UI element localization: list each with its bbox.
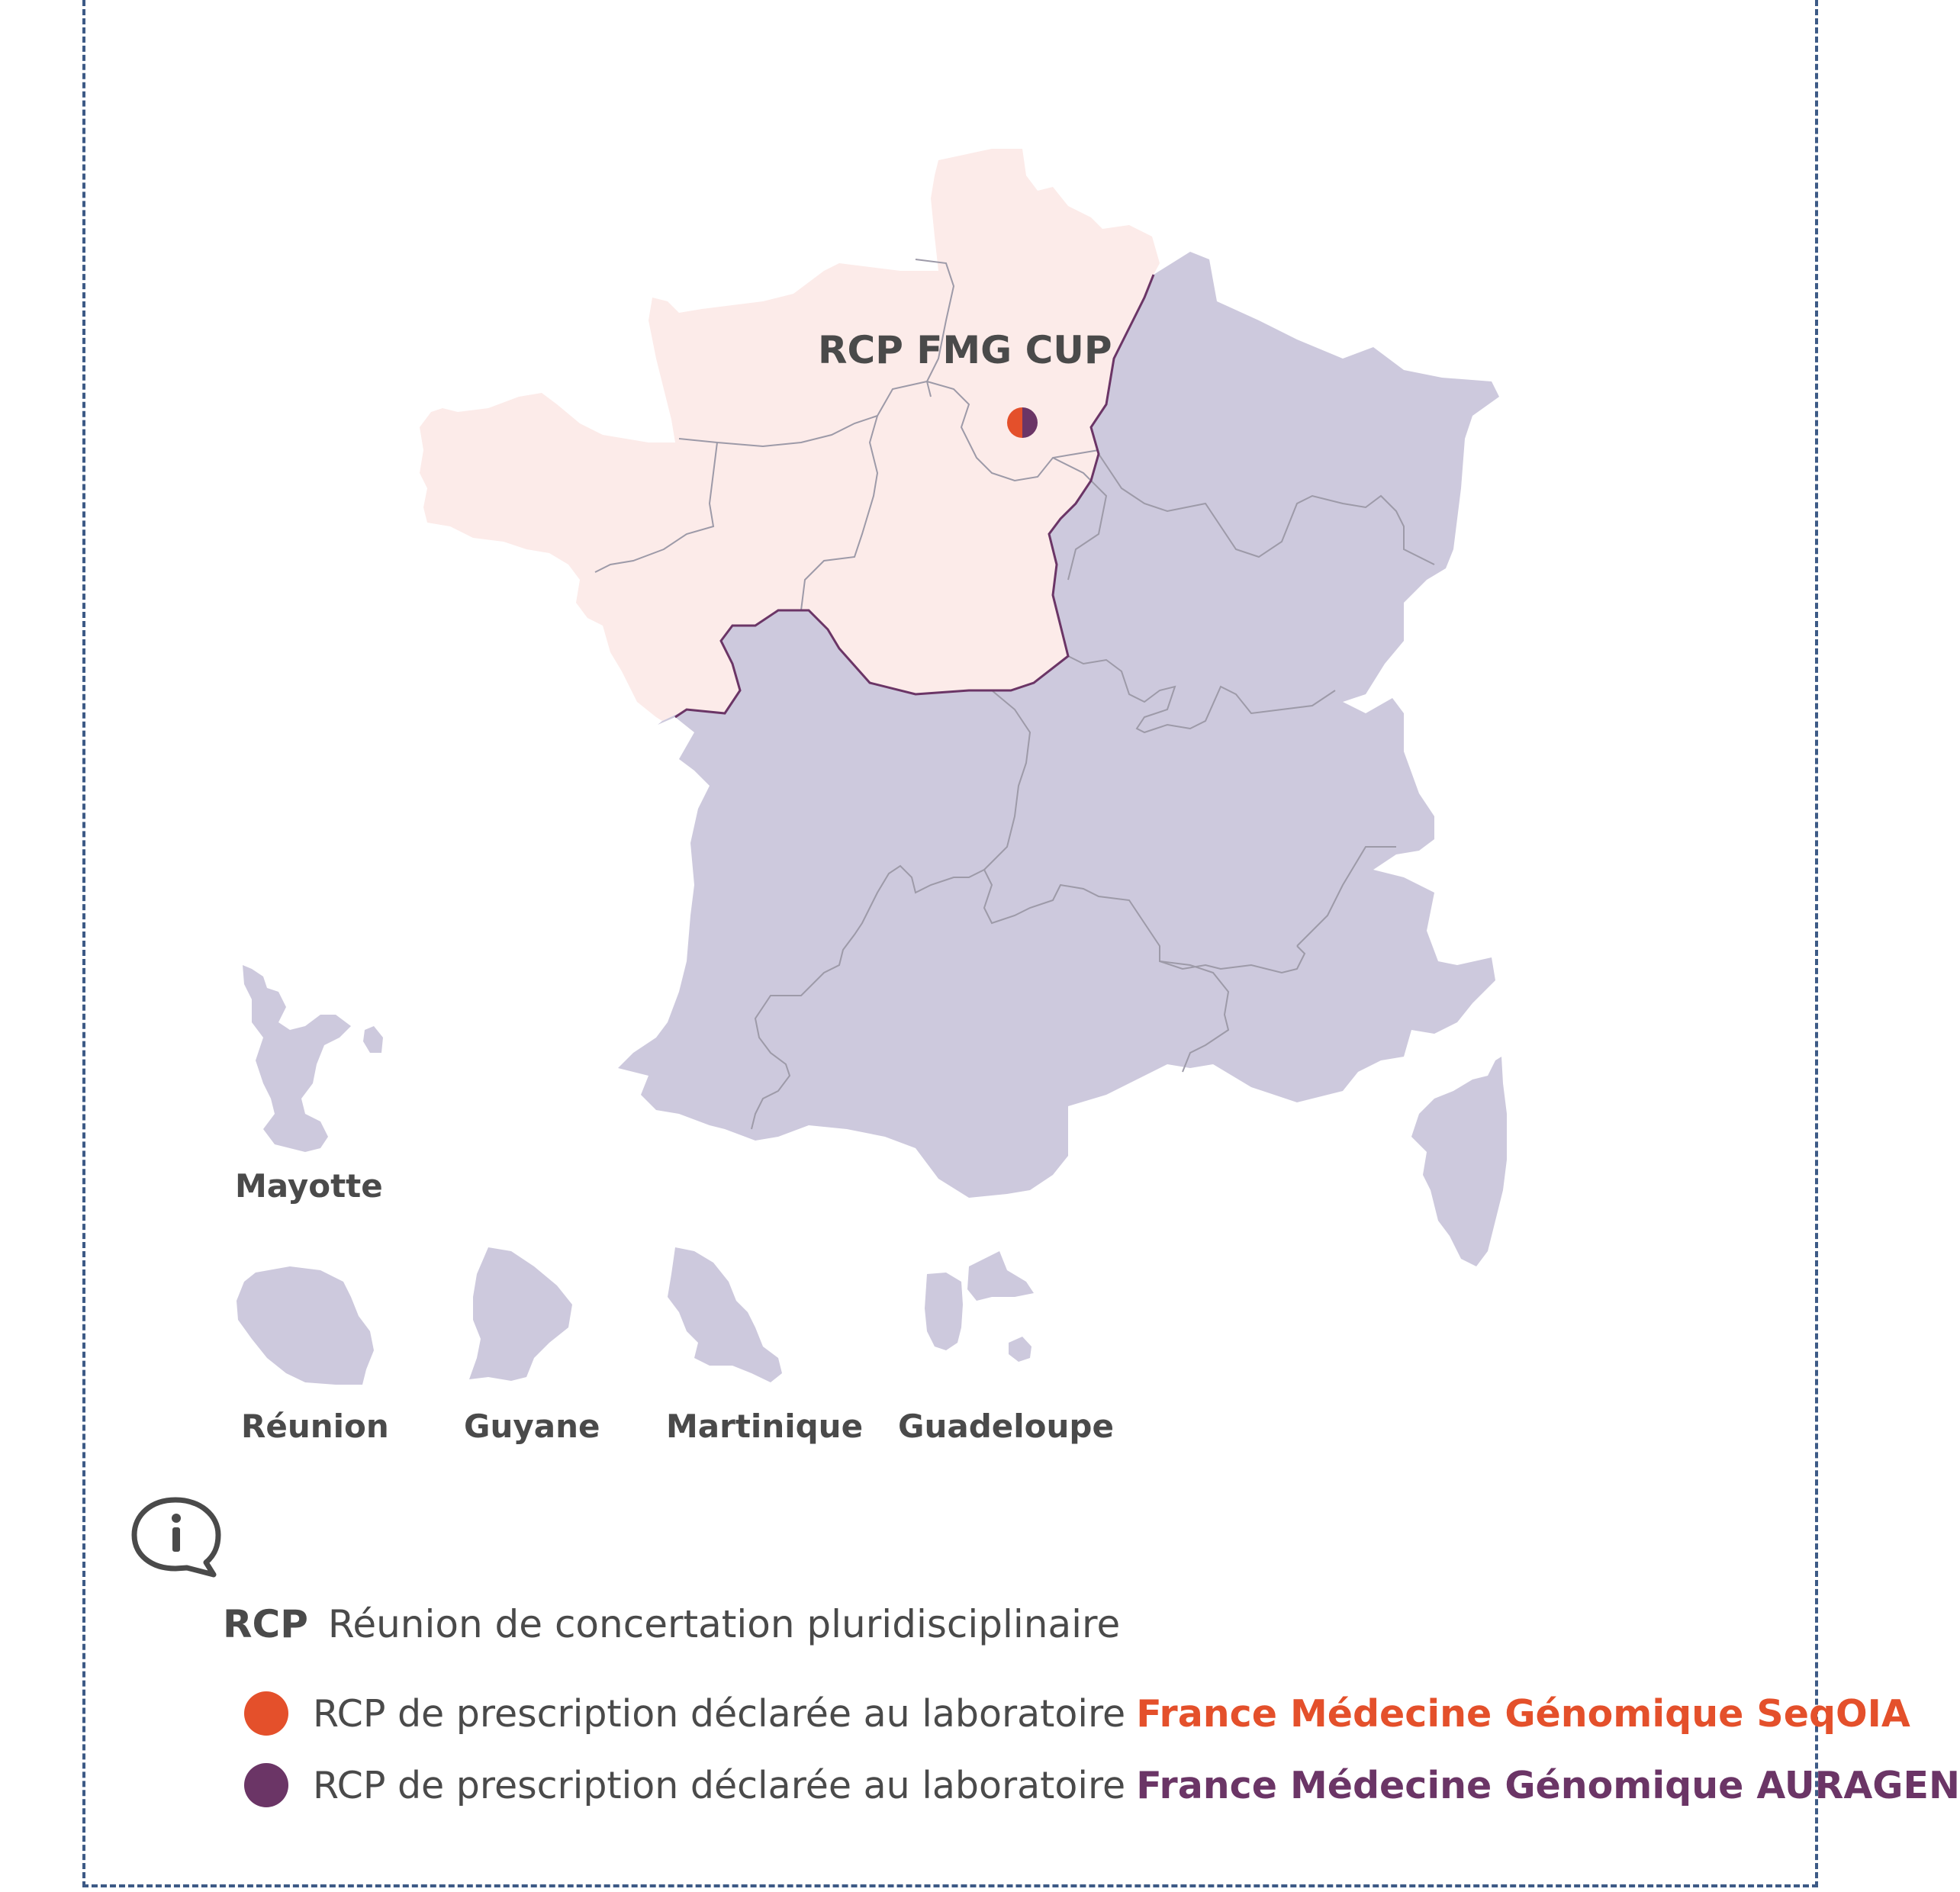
legend-item-seqoia (244, 1691, 1910, 1736)
legend-lab-seqoia: France Médecine Génomique SeqOIA (1136, 1691, 1910, 1736)
territory-guadeloupe-islet (1009, 1337, 1031, 1362)
legend-item-text: RCP de prescription déclarée au laboratoire (313, 1691, 1126, 1736)
legend-item-auragen (244, 1763, 1960, 1807)
legend-abbr-definition: Réunion de concertation pluridisciplinaire (327, 1602, 1121, 1646)
territory-label-reunion: Réunion (241, 1408, 389, 1445)
territory-label-guyane: Guyane (464, 1408, 600, 1445)
legend-lab-auragen: France Médecine Génomique AURAGEN (1136, 1763, 1960, 1807)
rcp-fmg-cup-marker[interactable] (1007, 407, 1038, 438)
region-corsica (1411, 1057, 1507, 1266)
info-speech-bubble-icon (130, 1495, 229, 1579)
rcp-fmg-cup-label: RCP FMG CUP (818, 328, 1112, 372)
territory-guyane-shape (469, 1247, 572, 1381)
territory-label-guadeloupe: Guadeloupe (898, 1408, 1114, 1445)
territory-guadeloupe-east (967, 1251, 1034, 1301)
legend-item-text: RCP de prescription déclarée au laboratoire (313, 1763, 1126, 1807)
territory-guadeloupe-west (925, 1273, 963, 1350)
legend-abbr-term: RCP (223, 1602, 308, 1646)
territory-label-mayotte: Mayotte (235, 1167, 383, 1205)
legend-dot-auragen (244, 1763, 288, 1807)
legend-abbreviation (223, 1602, 1120, 1646)
territory-reunion-shape (237, 1266, 374, 1385)
territory-mayotte-shape (243, 965, 351, 1152)
legend-dot-seqoia (244, 1691, 288, 1736)
territory-label-martinique: Martinique (666, 1408, 864, 1445)
territory-martinique-shape (668, 1247, 782, 1382)
territory-mayotte-islet (363, 1026, 383, 1053)
